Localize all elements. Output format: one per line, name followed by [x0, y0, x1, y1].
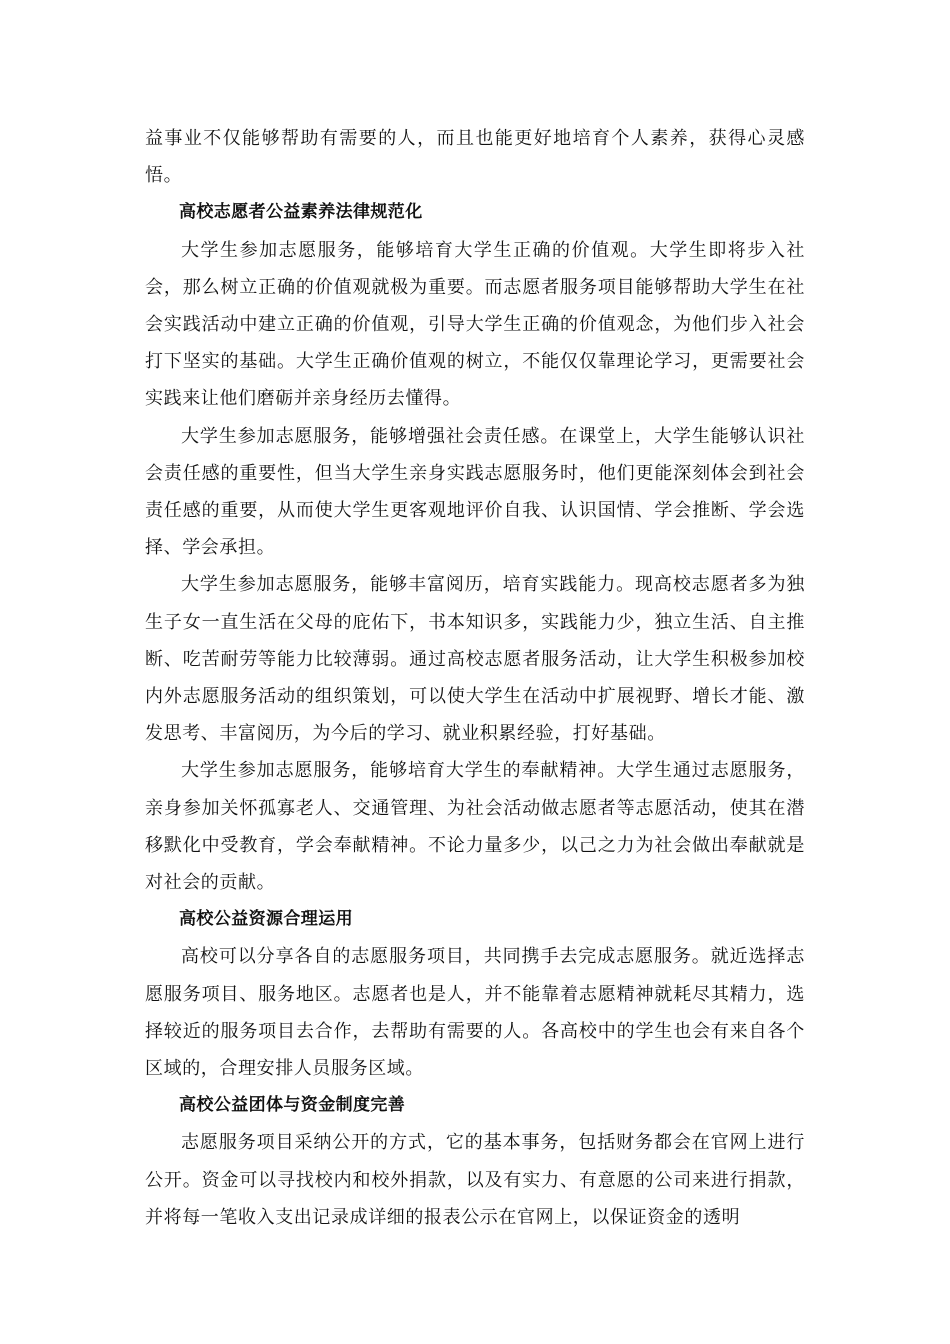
paragraph-values: 大学生参加志愿服务，能够培育大学生正确的价值观。大学生即将步入社会，那么树立正确的价值观就极为重要。而志愿者服务项目能够帮助大学生在社会实践活动中建立正确的价值观，引导大学生正确的价值观念，为他们步入社会打下坚实的基础。大学生正确价值观的树立，不能仅仅靠理论学习，更需要社会实践来让他们磨砺并亲身经历去懂得。	[145, 239, 805, 410]
paragraph-responsibility: 大学生参加志愿服务，能够增强社会责任感。在课堂上，大学生能够认识社会责任感的重要性，但当大学生亲身实践志愿服务时，他们更能深刻体会到社会责任感的重要，从而使大学生更客观地评价自我、认识国情、学会推断、学会选择、学会承担。	[145, 425, 805, 559]
paragraph-dedication: 大学生参加志愿服务，能够培育大学生的奉献精神。大学生通过志愿服务，亲身参加关怀孤寡老人、交通管理、为社会活动做志愿者等志愿活动，使其在潜移默化中受教育，学会奉献精神。不论力量多少，以己之力为社会做出奉献就是对社会的贡献。	[145, 760, 805, 894]
document-body	[145, 120, 805, 1236]
paragraph-continued: 益事业不仅能够帮助有需要的人，而且也能更好地培育个人素养，获得心灵感悟。	[145, 128, 805, 187]
section-heading-legal-norms: 高校志愿者公益素养法律规范化	[179, 202, 423, 223]
paragraph-resource-sharing: 高校可以分享各自的志愿服务项目，共同携手去完成志愿服务。就近选择志愿服务项目、服务地区。志愿者也是人，并不能靠着志愿精神就耗尽其精力，选择较近的服务项目去合作，去帮助有需要的人。各高校中的学生也会有来自各个区域的，合理安排人员服务区域。	[145, 946, 805, 1080]
section-heading-funding: 高校公益团体与资金制度完善	[179, 1095, 406, 1116]
section-heading-resources: 高校公益资源合理运用	[179, 909, 353, 930]
paragraph-practice: 大学生参加志愿服务，能够丰富阅历，培育实践能力。现高校志愿者多为独生子女一直生活在父母的庇佑下，书本知识多，实践能力少，独立生活、自主推断、吃苦耐劳等能力比较薄弱。通过高校志愿者服务活动，让大学生积极参加校内外志愿服务活动的组织策划，可以使大学生在活动中扩展视野、增长才能、激发思考、丰富阅历，为今后的学习、就业积累经验，打好基础。	[145, 574, 805, 745]
paragraph-funding: 志愿服务项目采纳公开的方式，它的基本事务，包括财务都会在官网上进行公开。资金可以寻找校内和校外捐款，以及有实力、有意愿的公司来进行捐款，并将每一笔收入支出记录成详细的报表公示在官网上，以保证资金的透明	[145, 1132, 805, 1228]
